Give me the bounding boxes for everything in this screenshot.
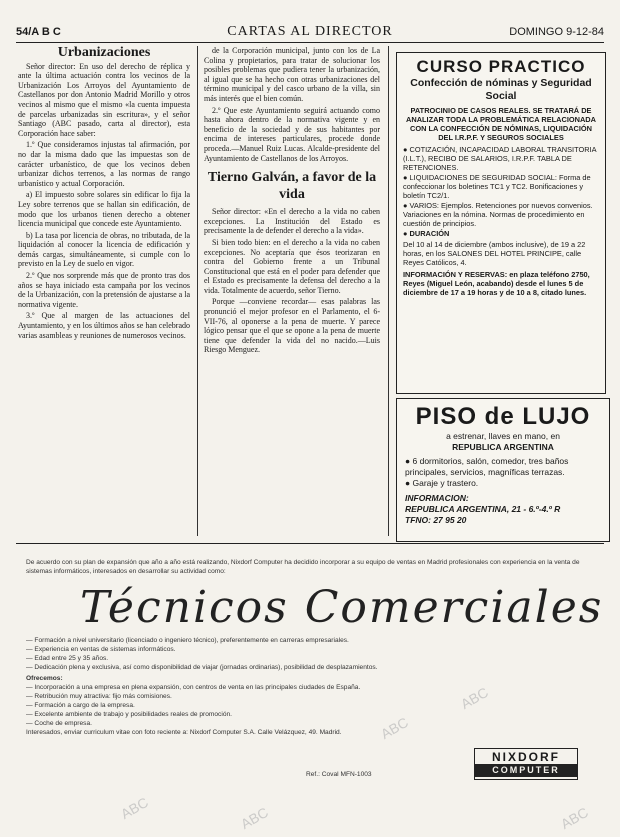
apartment-advertisement xyxy=(396,398,610,542)
course-item: ● VARIOS: Ejemplos. Retenciones por nuevos convenios. Variaciones en la nómina. Normas de procedimiento en cuestión de principios. xyxy=(403,201,593,228)
paragraph: Señor director: En uso del derecho de réplica y ante la última actuación contra los vecinos de la Urbanización Los Arroyos del Ayuntamiento de Castellanos por don Antonio Madrid Morillo y otros vecinos al mismo que el mismo «la cuenta impuesta de parcelas urbanizadas sin escritura», y el señor Santiago (ABC pasado, carta al director), esta Corporación hace saber: xyxy=(18,61,190,138)
course-info: INFORMACIÓN Y RESERVAS: en plaza teléfono 2750, Reyes (Miguel León, acabando) desde el lunes 5 de diciembre de 17 a 19 horas y de 10 a 8, citado lunes. xyxy=(403,270,590,297)
page-header xyxy=(16,26,604,42)
ad-reference: Ref.: Coval MFN-1003 xyxy=(306,771,372,778)
paragraph: Señor director: «En el derecho a la vida no caben excepciones. La Institución del Estado es precisamente la de defender el derecho a la vida». xyxy=(204,207,380,236)
apartment-extras: ● Garaje y trastero. xyxy=(405,478,479,488)
nixdorf-logo: NIXDORF COMPUTER xyxy=(474,748,578,780)
letter-title: Tierno Galván, a favor de la vida xyxy=(207,170,377,203)
section-rule xyxy=(16,543,604,544)
course-item: ● COTIZACIÓN, INCAPACIDAD LABORAL TRANSITORIA (I.L.T.), RECIBO DE SALARIOS, I.R.P.F. TABLA DE RETENCIONES. xyxy=(403,145,597,172)
paragraph: Si bien todo bien: en el derecho a la vida no caben excepciones. No aceptaría que ésos teorizaran en contra del Gobierno frente a un Tribunal Constitucional que está en el poder para defender que el Estado es precisamente la defensa del derecho a la vida. Totalmente de acuerdo, señor Tierno. xyxy=(204,237,380,295)
letter-urbanizaciones xyxy=(18,46,190,536)
ad-requirements: — Formación a nivel universitario (licenciado o ingeniero técnico), preferentemente en carreras empresariales. — Experiencia en ventas de sistemas informáticos. — Edad entre 25 y 35 años. — Dedicación plena y exclusiva, así como disponibilidad de viajar (jornadas ordinarias), posibilidad de desplazamientos. Ofrecemos: — Incorporación a una empresa en plena expansión, con centros de venta en las principales ciudades de España. — Retribución muy atractiva: fijo más comisiones. — Formación a cargo de la empresa. — Excelente ambiente de trabajo y posibilidades reales de promoción. — Coche de empresa. Interesados, enviar curriculum vitae con foto reciente a: Nixdorf Computer S.A. Calle Velázquez, 49. Madrid. xyxy=(26,637,378,736)
paragraph: de la Corporación municipal, junto con los de La Colina y propietarios, para tratar de solucionar los posibles problemas que pudiera tener la urbanización, al igual que se ha hecho con otras urbanizaciones del término municipal y del casco urbano de la villa, sin más interés que el bien común. xyxy=(204,46,380,103)
letter-tierno-galvan xyxy=(204,46,380,536)
watermark: ABC xyxy=(237,803,271,833)
course-item: ● DURACIÓN xyxy=(403,229,450,238)
apartment-line: a estrenar, llaves en mano, en xyxy=(446,431,560,441)
nixdorf-intro: De acuerdo con su plan de expansión que año a año está realizando, Nixdorf Computer ha decidido incorporar a su equipo de ventas en Madrid profesionales con experiencia en la venta de sistemas informáticos, interesados en desarrollar su actividad como: xyxy=(26,559,580,575)
ad-headline: Técnicos Comerciales xyxy=(80,582,604,633)
course-item: ● LIQUIDACIONES DE SEGURIDAD SOCIAL: Forma de confeccionar los boletines TC1 y TC2. Bonificaciones y boletín TC2/1. xyxy=(403,173,591,200)
course-subtitle: Confección de nóminas y Seguridad Social xyxy=(410,77,592,102)
paragraph: 3.º Que al margen de las actuaciones del Ayuntamiento, y en los últimos años se han celebrado varias asambleas y reuniones de numerosos vecinos. xyxy=(18,311,190,340)
paragraph: 1.º Que consideramos injustas tal afirmación, por no dar la misma dado que las impuestas son de carácter urbanístico, de que los vecinos deben urbanizar dichos terrenos, a las normas de rango urbanístico y actual Corporación. xyxy=(18,140,190,188)
paragraph: 2.º Que nos sorprende más que de pronto tras dos años se haya iniciado esta campaña por los vecinos de la Urbanización, con la pretensión de ajustarse a la normativa vigente. xyxy=(18,271,190,309)
letter-title: Urbanizaciones xyxy=(57,46,151,60)
page-number: 54/A B C xyxy=(16,26,61,38)
apartment-contact: INFORMACION: REPUBLICA ARGENTINA, 21 - 6.º-4.º R TFNO: 27 95 20 xyxy=(405,493,561,525)
watermark: ABC xyxy=(557,803,591,833)
apartment-features: ● 6 dormitorios, salón, comedor, tres baños principales, servicios, magníficas terrazas. xyxy=(405,456,569,477)
course-description: PATROCINIO DE CASOS REALES. SE TRATARÁ DE ANALIZAR TODA LA PROBLEMÁTICA RELACIONADA CON LA CONFECCIÓN DE NÓMINAS, LIQUIDACIÓN DEL I.R.P.F. Y SEGUROS SOCIALES xyxy=(406,106,596,142)
header-rule xyxy=(16,42,604,43)
course-advertisement xyxy=(396,52,606,394)
watermark: ABC xyxy=(377,713,411,743)
course-title: CURSO PRACTICO xyxy=(416,57,586,76)
paragraph: a) El impuesto sobre solares sin edificar lo fija la Ley sobre terrenos que se hallan sin edificación, de modo que los urbanos tienen derecho a obtener licencia municipal que concede este Ayuntamiento. xyxy=(18,190,190,229)
paragraph: 2.º Que este Ayuntamiento seguirá actuando como hasta ahora dentro de la normativa vigente y en beneficio de la sociedad y de sus habitantes por encima de intereses particulares, procede donde proceda.—Manuel Ruiz Lucas. Alcalde-presidente del Ayuntamiento de Castellanos de los Arroyos. xyxy=(204,105,380,163)
paragraph: b) La tasa por licencia de obras, no tributada, de la liquidación al conocer la licencia de edificación y demás cargas, simultáneamente, si cumple con lo previsto en la Ley de suelo en vigor. xyxy=(18,230,190,269)
watermark: ABC xyxy=(457,683,491,713)
column-divider xyxy=(197,46,198,536)
watermark: ABC xyxy=(117,793,151,823)
section-title: CARTAS AL DIRECTOR xyxy=(227,24,393,39)
course-dates: Del 10 al 14 de diciembre (ambos inclusive), de 19 a 22 horas, en los SALONES DEL HOTEL PRINCIPE, calle Reyes Católicos, 4. xyxy=(403,240,586,267)
apartment-title: PISO de LUJO xyxy=(415,403,591,430)
apartment-street: REPUBLICA ARGENTINA xyxy=(452,442,554,452)
issue-date: DOMINGO 9-12-84 xyxy=(509,26,604,38)
column-divider xyxy=(388,46,389,536)
paragraph: Porque —conviene recordar— esas palabras las pronunció el mejor profesor en el Parlamento, el 6-VII-76, al oponerse a la pena de muerte. Y parece lógico pensar que el que se opone a la pena de muerte tiene que defender la vida del no nacido.—Luis Riesgo Menguez. xyxy=(204,297,380,355)
